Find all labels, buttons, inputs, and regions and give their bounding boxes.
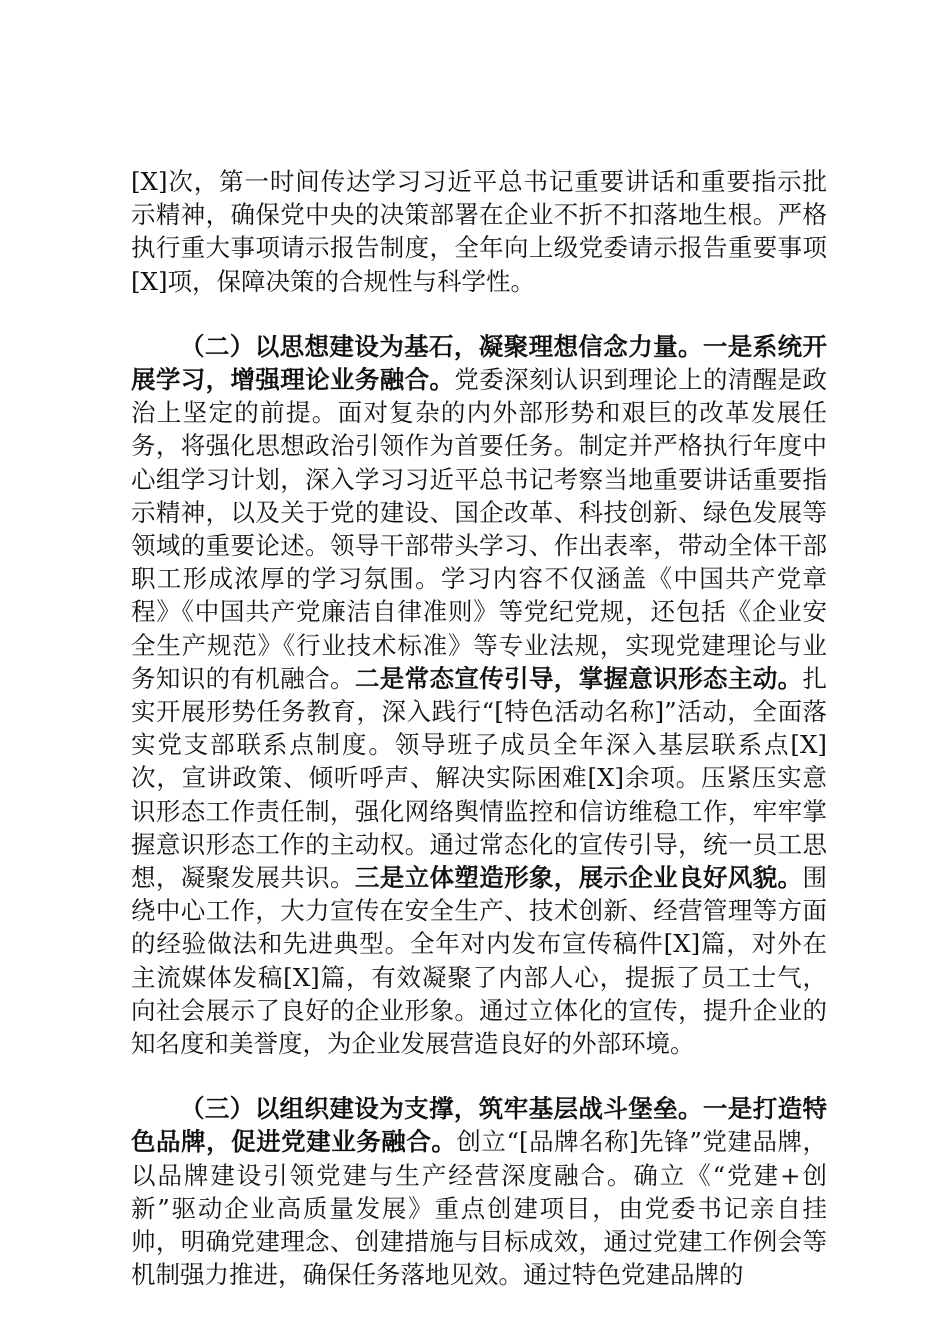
paragraph-1-text: [X]次，第一时间传达学习习近平总书记重要讲话和重要指示批示精神，确保党中央的决策部署在企业不折不扣落地生根。严格执行重大事项请示报告制度，全年向上级党委请示报告重要事项[X]项，保障决策的合规性与科学性。 [131,167,827,296]
subheading-2-3: 三是立体塑造形象，展示企业良好风貌。 [354,863,803,893]
document-body [131,165,827,1292]
paragraph-1 [131,165,827,298]
paragraph-gap [131,1060,827,1092]
paragraph-gap [131,298,827,330]
paragraph-2 [131,330,827,1060]
paragraph-2-text-1: 党委深刻认识到理论上的清醒是政治上坚定的前提。面对复杂的内外部形势和艰巨的改革发展任务，将强化思想政治引领作为首要任务。制定并严格执行年度中心组学习计划，深入学习习近平总书记考察当地重要讲话重要指示精神，以及关于党的建设、国企改革、科技创新、绿色发展等领域的重要论述。领导干部带头学习、作出表率，带动全体干部职工形成浓厚的学习氛围。学习内容不仅涵盖《中国共产党章程》《中国共产党廉洁自律准则》等党纪党规，还包括《企业安全生产规范》《行业技术标准》等专业法规，实现党建理论与业务知识的有机融合。 [131,365,828,693]
paragraph-3 [131,1092,827,1291]
paragraph-2-text-3: 围绕中心工作，大力宣传在安全生产、技术创新、经营管理等方面的经验做法和先进典型。全年对内发布宣传稿件[X]篇，对外在主流媒体发稿[X]篇，有效凝聚了内部人心，提振了员工士气，向社会展示了良好的企业形象。通过立体化的宣传，提升企业的知名度和美誉度，为企业发展营造良好的外部环境。 [131,863,828,1059]
paragraph-2-text-2: 扎实开展形势任务教育，深入践行“[特色活动名称]”活动，全面落实党支部联系点制度。领导班子成员全年深入基层联系点[X]次，宣讲政策、倾听呼声、解决实际困难[X]余项。压紧压实意识形态工作责任制，强化网络舆情监控和信访维稳工作，牢牢掌握意识形态工作的主动权。通过常态化的宣传引导，统一员工思想，凝聚发展共识。 [131,663,828,893]
paragraph-3-text-1: 创立“[品牌名称]先锋”党建品牌，以品牌建设引领党建与生产经营深度融合。确立《“党建+创新”驱动企业高质量发展》重点创建项目，由党委书记亲自挂帅，明确党建理念、创建措施与目标成效，通过党建工作例会等机制强力推进，确保任务落地见效。通过特色党建品牌的 [131,1127,827,1290]
section-3-heading: （三）以组织建设为支撑，筑牢基层战斗堡垒。一是打造特色品牌，促进党建业务融合。 [131,1094,827,1157]
subheading-2-2: 二是常态宣传引导，掌握意识形态主动。 [354,663,803,693]
section-2-heading: （二）以思想建设为基石，凝聚理想信念力量。一是系统开展学习，增强理论业务融合。 [131,331,827,395]
